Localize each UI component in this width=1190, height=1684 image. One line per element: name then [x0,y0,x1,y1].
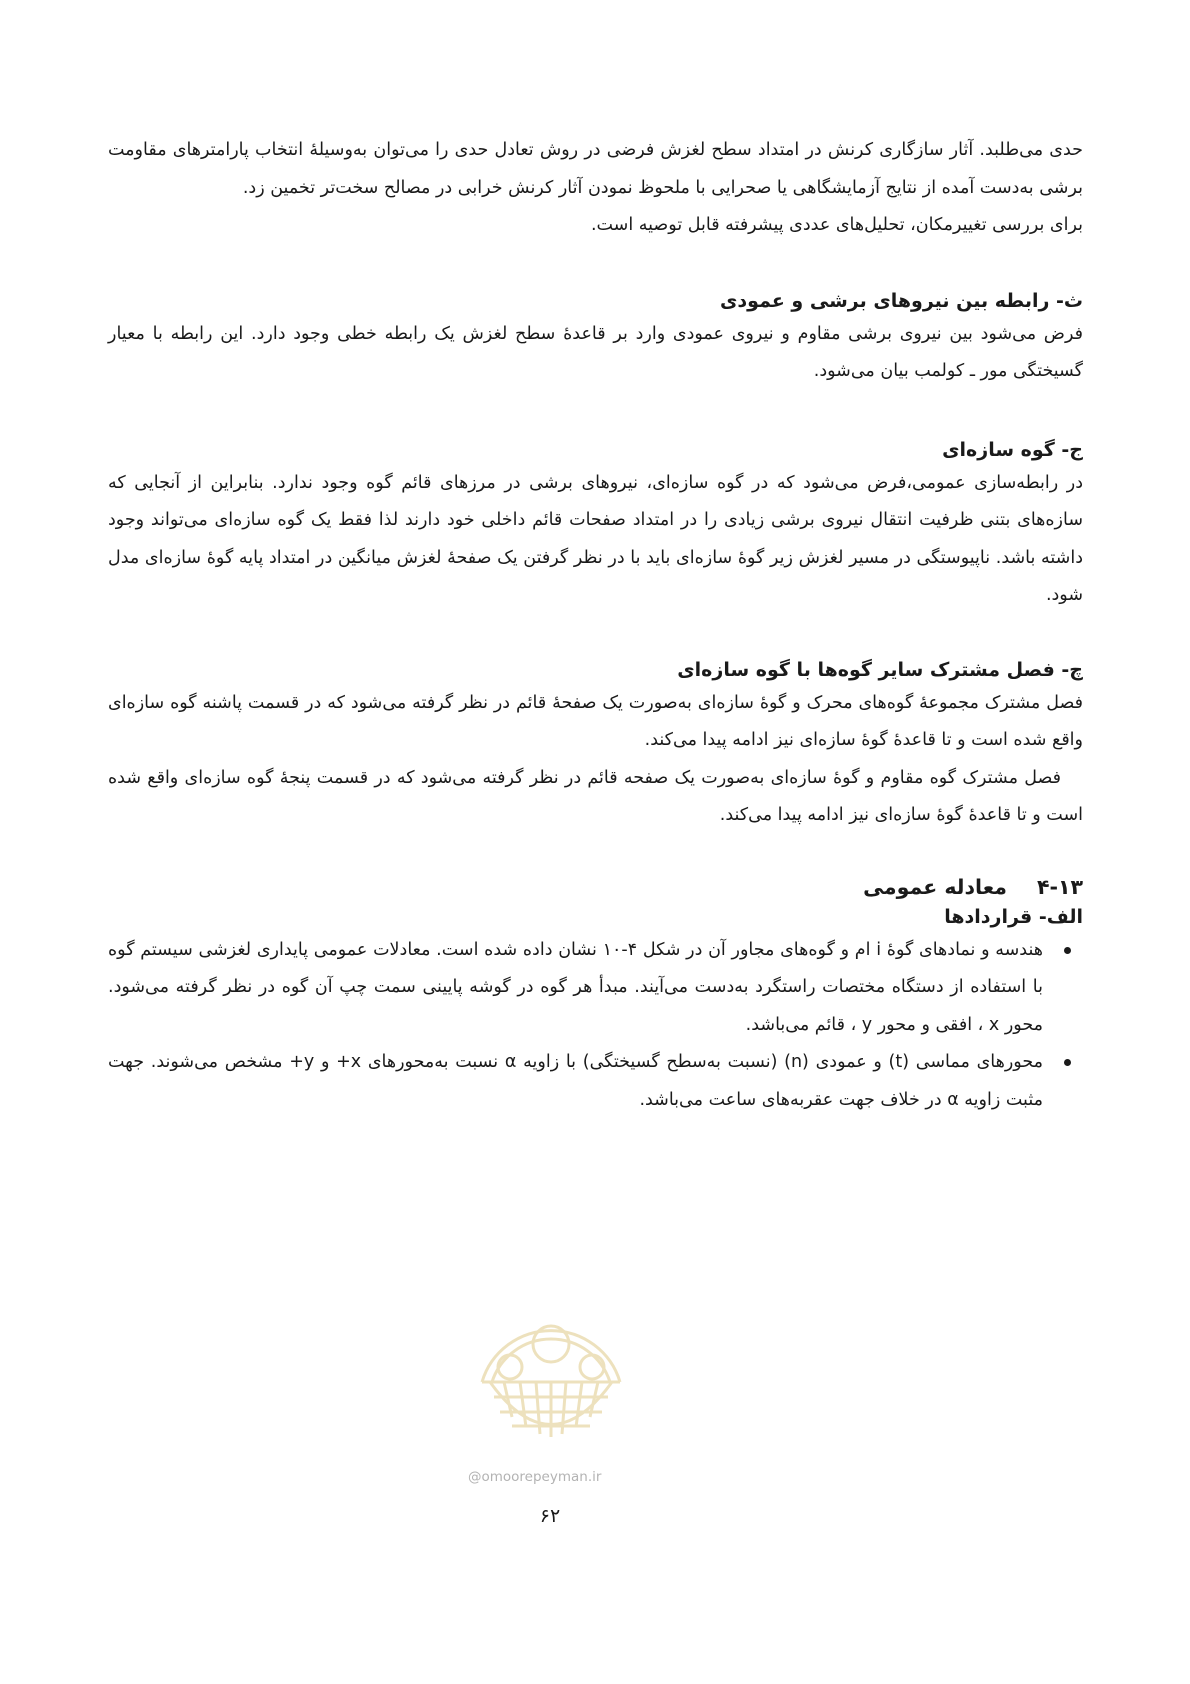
watermark-site: @omoorepeyman.ir [468,1469,602,1485]
intro-paragraph: حدی می‌طلبد. آثار سازگاری کرنش در امتداد سطح لغزش فرضی در روش تعادل حدی را می‌توان به‌وسیلهٔ انتخاب پارامترهای مقاومت برشی به‌دست آمده از نتایج آزمایشگاهی یا صحرایی با ملحوظ نمودن آثار کرنش خرابی در مصالح سخت‌تر تخمین زد. [108,140,1083,198]
intro-block [108,132,1083,245]
intro-paragraph-end: برای بررسی تغییرمکان، تحلیل‌های عددی پیشرفته قابل توصیه است. [590,215,1083,235]
heading-conventions: الف- قراردادها [944,905,1083,928]
bullet-icon [1064,1059,1071,1066]
list-item-text: محورهای مماسی (t) و عمودی (n) (نسبت به‌سطح گسیختگی) با زاویه α نسبت به‌محورهای x+ و y+ مشخص می‌شوند. جهت مثبت زاویه α در خلاف جهت عقربه‌های ساعت می‌باشد. [108,1052,1043,1110]
heading-wedge-interface: چ- فصل مشترک سایر گوه‌ها با گوه سازه‌ای [677,658,1083,681]
heading-shear-normal-relation: ث- رابطه بین نیروهای برشی و عمودی [720,289,1083,312]
bullet-icon [1064,947,1071,954]
shear-normal-paragraph: فرض می‌شود بین نیروی برشی مقاوم و نیروی عمودی وارد بر قاعدهٔ سطح لغزش یک رابطه خطی وجود دارد. این رابطه با معیار گسیختگی مور ـ کولمب بیان می‌شود. [108,323,1083,381]
structural-wedge-paragraph: در رابطه‌سازی عمومی،فرض می‌شود که در گوه سازه‌ای، نیروهای برشی در مرزهای قائم گوه وجود ندارد. بنابراین از آنجایی که سازه‌های بتنی ظرفیت انتقال نیروی برشی زیادی را در امتداد صفحات قائم داخلی خود دارند لذا فقط یک گوه سازه‌ای می‌تواند وجود داشته باشد. ناپیوستگی در مسیر لغزش زیر گوهٔ سازه‌ای باید با در نظر گرفتن یک صفحهٔ لغزش میانگین در امتداد پایه گوهٔ سازه‌ای مدل شود. [108,472,1083,605]
watermark-logo-icon [462,1232,640,1452]
page-number: ۶۲ [539,1505,561,1527]
wedge-interface-block [108,685,1083,835]
section-title-general-equation [108,872,1083,902]
heading-structural-wedge: ج- گوه سازه‌ای [942,438,1083,461]
list-item [108,1044,1083,1119]
structural-wedge-block [108,465,1083,615]
shear-normal-block [108,316,1083,391]
section-title: معادله عمومی [863,874,1007,899]
list-item [108,932,1083,1045]
conventions-list [108,932,1083,1120]
document-page [108,132,1083,1119]
section-number: ۴-۱۳ [1036,874,1083,899]
wedge-interface-paragraph-1: فصل مشترک مجموعهٔ گوه‌های محرک و گوهٔ سازه‌ای به‌صورت یک صفحهٔ قائم در نظر گرفته می‌شود که در قسمت پاشنه گوه سازه‌ای واقع شده است و تا قاعدهٔ گوهٔ سازه‌ای نیز ادامه پیدا می‌کند. [108,692,1083,750]
list-item-text: هندسه و نمادهای گوهٔ i ام و گوه‌های مجاور آن در شکل ۴-۱۰ نشان داده شده است. معادلات عمومی پایداری لغزشی سیستم گوه با استفاده از دستگاه مختصات راستگرد به‌دست می‌آیند. مبدأ هر گوه در گوشه پایینی سمت چپ آن گوه در نظر گرفته می‌شود. محور x ، افقی و محور y ، قائم می‌باشد. [108,939,1043,1035]
wedge-interface-paragraph-2: فصل مشترک گوه مقاوم و گوهٔ سازه‌ای به‌صورت یک صفحه قائم در نظر گرفته می‌شود که در قسمت پنجهٔ گوه سازه‌ای واقع شده است و تا قاعدهٔ گوهٔ سازه‌ای نیز ادامه پیدا می‌کند. [108,767,1083,825]
